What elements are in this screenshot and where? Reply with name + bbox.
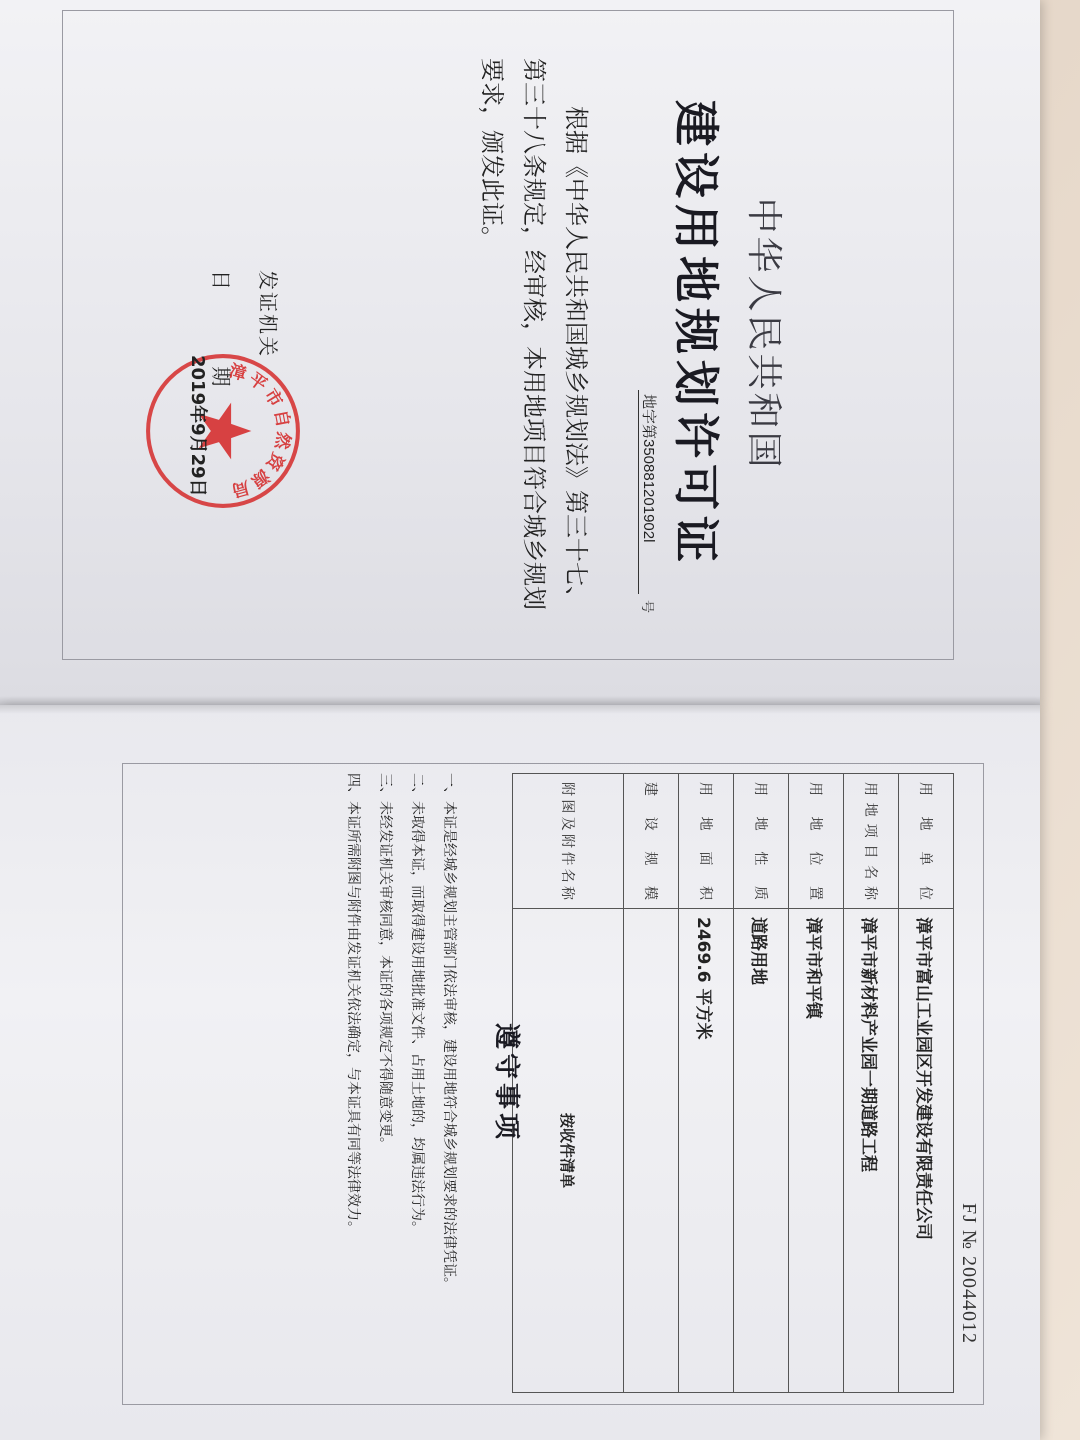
- page-fold: [0, 696, 1040, 714]
- notice-heading: 遵守事项: [491, 1022, 521, 1143]
- list-item: 一、本证是经城乡规划主管部门依法审核，建设用地符合城乡规划要求的法律凭证。: [441, 773, 457, 1291]
- row-value: 漳平市和平镇: [789, 909, 844, 1393]
- date-label: 日 期: [209, 270, 233, 387]
- permit-number-suffix: 号: [639, 600, 654, 614]
- seal-text: 漳平市自然资源局: [226, 361, 294, 501]
- country-name: 中华人民共和国: [743, 197, 784, 471]
- land-use-table: [512, 773, 954, 1393]
- notice-list: [334, 773, 462, 1393]
- serial-number: FJ № 20044012: [958, 1203, 980, 1344]
- permit-cover-page: [0, 0, 1040, 705]
- details-content: [122, 763, 982, 1403]
- row-value: 按收件清单: [513, 909, 624, 1393]
- row-value: 漳平市富山工业园区开发建设有限责任公司: [899, 909, 954, 1393]
- row-label: 用地项目名称: [844, 774, 899, 909]
- cover-content: [62, 10, 952, 658]
- table-row: [624, 774, 679, 1393]
- table-row: [679, 774, 734, 1393]
- row-value: 道路用地: [734, 909, 789, 1393]
- permit-details-page: [0, 705, 1040, 1440]
- list-item: 三、未经发证机关审核同意，本证的各项规定不得随意变更。: [377, 773, 393, 1151]
- permit-title: 建设用地规划许可证: [669, 100, 723, 568]
- row-label: 用地性质: [734, 774, 789, 909]
- row-value: 2469.6 平方米: [679, 909, 734, 1393]
- row-label: 用地单位: [899, 774, 954, 909]
- table-row: [844, 774, 899, 1393]
- table-row: [789, 774, 844, 1393]
- issuer-label: 发证机关: [256, 270, 280, 358]
- row-label: 用地面积: [679, 774, 734, 909]
- issue-date: 2019年9月29日: [187, 355, 208, 497]
- official-seal-icon: [142, 350, 304, 512]
- row-value: 漳平市新材料产业园一期道路工程: [844, 909, 899, 1393]
- permit-number: 地字第350881201902l: [638, 390, 660, 594]
- table-row: [513, 774, 624, 1393]
- row-value: [624, 909, 679, 1393]
- row-label: 用地位置: [789, 774, 844, 909]
- list-item: 二、未取得本证，而取得建设用地批准文件、占用土地的，均属违法行为。: [409, 773, 425, 1235]
- row-label: 附图及附件名称: [513, 774, 624, 909]
- permit-statement: 根据《中华人民共和国城乡规划法》第三十七、第三十八条规定，经审核，本用地项目符合城乡规划要求，颁发此证。: [478, 58, 590, 610]
- row-label: 建设规模: [624, 774, 679, 909]
- table-row: [899, 774, 954, 1393]
- table-row: [734, 774, 789, 1393]
- list-item: 四、本证所需附图与附件由发证机关依法确定，与本证具有同等法律效力。: [345, 773, 361, 1235]
